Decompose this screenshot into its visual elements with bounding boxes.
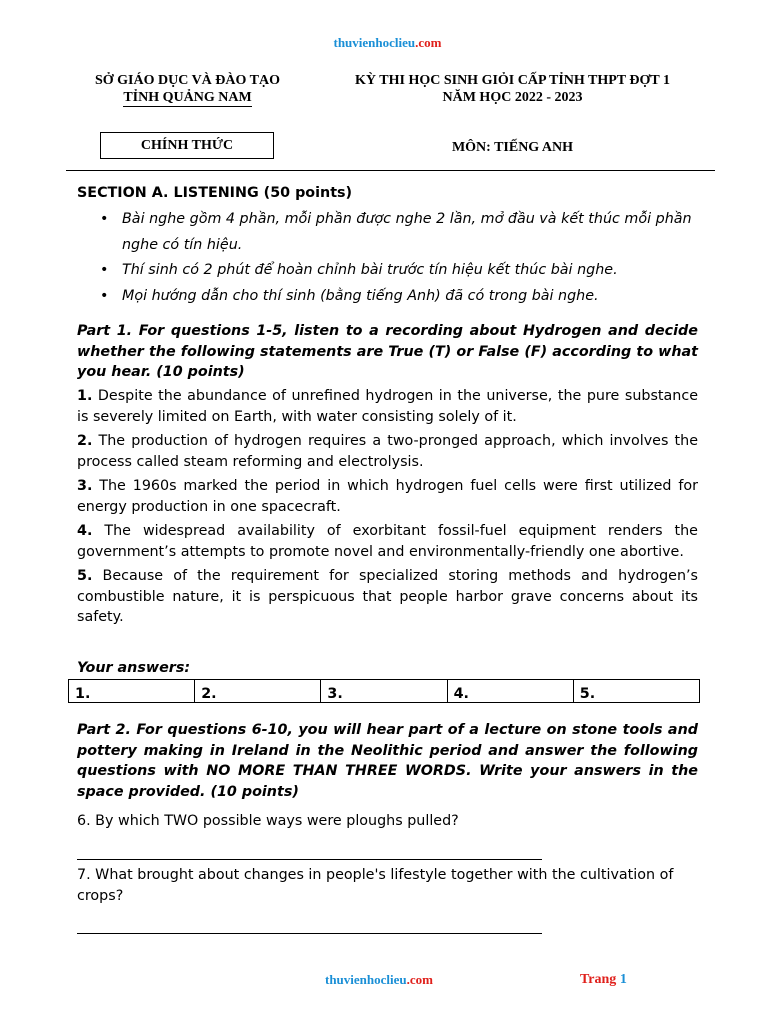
bullet-item: • Bài nghe gồm 4 phần, mỗi phần được nghe 2 lần, mở đầu và kết thúc mỗi phần nghe có tín hiệu. xyxy=(100,207,700,258)
province-name: TỈNH QUẢNG NAM xyxy=(123,90,252,105)
answer-line-6[interactable] xyxy=(77,859,542,860)
statement-item: 4. The widespread availability of exorbitant fossil-fuel equipment renders the government’s attempts to promote novel and environmentally-friendly one abortive. xyxy=(77,523,698,560)
page-value: 1 xyxy=(619,972,627,987)
exam-title: KỲ THI HỌC SINH GIỎI CẤP TỈNH THPT ĐỢT 1 xyxy=(355,73,670,88)
school-year: NĂM HỌC 2022 - 2023 xyxy=(442,90,583,105)
site-watermark-bottom xyxy=(325,972,433,988)
answer-row xyxy=(69,680,700,703)
instruction-bullets xyxy=(100,207,700,309)
question-6: 6. By which TWO possible ways were ploughs pulled? xyxy=(77,813,459,829)
part1-instruction: Part 1. For questions 1-5, listen to a recording about Hydrogen and decide whether the following statements are True (T) or False (F) according to what you hear. (10 points) xyxy=(77,323,698,380)
answer-cell-1[interactable]: 1. xyxy=(69,680,195,703)
official-badge xyxy=(100,132,274,159)
bullet-icon: • xyxy=(100,262,109,278)
statement-item: 3. The 1960s marked the period in which hydrogen fuel cells were first utilized for energy production in one spacecraft. xyxy=(77,478,698,515)
statement-item: 2. The production of hydrogen requires a two-pronged approach, which involves the process called steam reforming and electrolysis. xyxy=(77,433,699,470)
bullet-icon: • xyxy=(100,211,109,227)
header-divider xyxy=(66,170,715,171)
site-name-part-a: thuvienhoclieu xyxy=(325,972,407,987)
section-a-title: SECTION A. LISTENING (50 points) xyxy=(77,185,353,201)
answer-cell-3[interactable]: 3. xyxy=(321,680,447,703)
part1-statements xyxy=(77,386,698,628)
question-7: 7. What brought about changes in people's lifestyle together with the cultivation of crops? xyxy=(77,867,674,904)
department-name: SỞ GIÁO DỤC VÀ ĐÀO TẠO xyxy=(94,73,280,88)
bullet-icon: • xyxy=(100,287,109,304)
header-right xyxy=(320,72,705,106)
bullet-item: • Mọi hướng dẫn cho thí sinh (bằng tiếng Anh) đã có trong bài nghe. xyxy=(100,284,700,310)
header-left xyxy=(70,72,305,107)
part2-instruction: Part 2. For questions 6-10, you will hear part of a lecture on stone tools and pottery making in Ireland in the Neolithic period and answer the following questions with NO MORE THAN THREE WORDS. Write your answers in the space provided. (10 points) xyxy=(77,722,698,800)
page-number xyxy=(580,972,627,988)
bullet-item: • Thí sinh có 2 phút để hoàn chỉnh bài trước tín hiệu kết thúc bài nghe. xyxy=(100,258,700,284)
answers-label: Your answers: xyxy=(77,660,191,676)
answer-cell-2[interactable]: 2. xyxy=(195,680,321,703)
site-name-part-b: .com xyxy=(406,972,433,987)
official-label: CHÍNH THỨC xyxy=(140,138,234,153)
answer-cell-5[interactable]: 5. xyxy=(573,680,699,703)
page-label: Trang xyxy=(580,972,617,987)
answer-table xyxy=(68,679,700,703)
site-name-part-b: .com xyxy=(415,35,442,50)
site-name-part-a: thuvienhoclieu xyxy=(333,35,416,50)
subject-label: MÔN: TIẾNG ANH xyxy=(451,140,574,155)
answer-cell-4[interactable]: 4. xyxy=(447,680,573,703)
statement-item: 5. Because of the requirement for specialized storing methods and hydrogen’s combustible nature, it is perspicuous that people harbor grave concerns about its safety. xyxy=(77,568,698,625)
site-watermark-top xyxy=(0,35,768,51)
answer-line-7[interactable] xyxy=(77,933,542,934)
statement-item: 1. Despite the abundance of unrefined hydrogen in the universe, the pure substance is severely limited on Earth, with water consisting solely of it. xyxy=(77,388,698,425)
